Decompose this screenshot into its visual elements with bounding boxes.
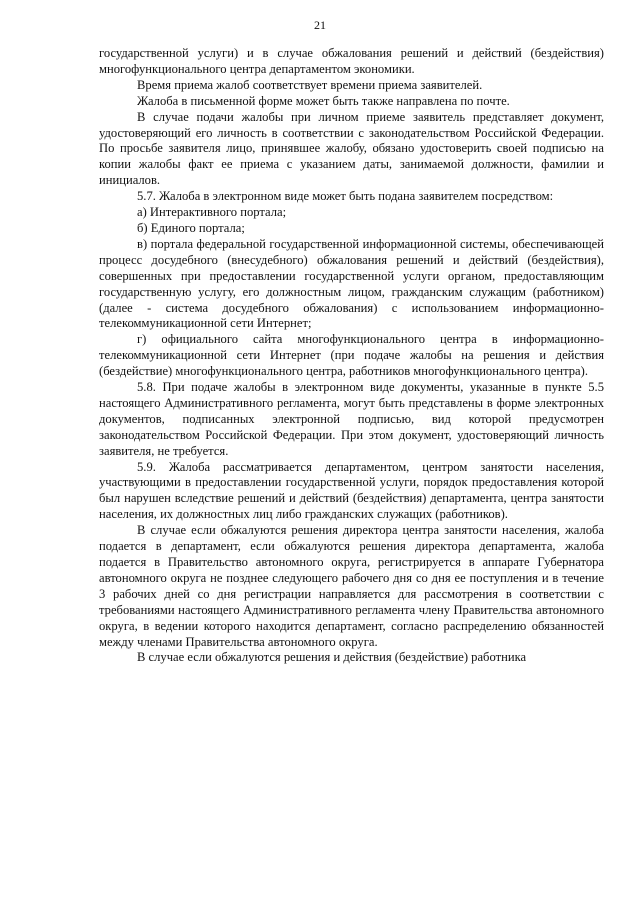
paragraph: Жалоба в письменной форме может быть также направлена по почте. bbox=[137, 93, 510, 108]
section-5-7-paragraph: 5.7. Жалоба в электронном виде может быть подана заявителем посредством: bbox=[137, 189, 554, 204]
document-body bbox=[99, 46, 604, 666]
list-item-g: г) официального сайта многофункционального центра в информационно-телекоммуникационной сети Интернет (при подаче жалобы на решения и действия (бездействие) многофункционального центра, работников многофункционального центра). bbox=[99, 332, 604, 379]
paragraph: государственной услуги) и в случае обжалования решений и действий (бездействия) многофункционального центра департаментом экономики. bbox=[99, 46, 604, 76]
list-item-v: в) портала федеральной государственной информационной системы, обеспечивающей процесс досудебного (внесудебного) обжалования решений и действий (бездействия), совершенных при предоставлении государственной услуги органом, предоставляющим государственную услугу, его должностным лицом, гражданским служащим (работником) (далее - система досудебного обжалования) с использованием информационно-телекоммуникационной сети Интернет; bbox=[99, 236, 604, 331]
paragraph: Время приема жалоб соответствует времени приема заявителей. bbox=[137, 77, 483, 92]
paragraph: В случае подачи жалобы при личном приеме заявитель представляет документ, удостоверяющий его личность в соответствии с законодательством Российской Федерации. По просьбе заявителя лицо, принявшее жалобу, обязано удостоверить своей подписью на копии жалобы факт ее приема с указанием даты, занимаемой должности, фамилии и инициалов. bbox=[99, 109, 604, 188]
paragraph: В случае если обжалуются решения директора центра занятости населения, жалоба подается в департамент, если обжалуются решения директора департамента, жалоба подается в Правительство автономного округа, регистрируется в аппарате Губернатора автономного округа не позднее следующего рабочего дня со дня ее поступления и в течение 3 рабочих дней со дня регистрации направляется для рассмотрения в соответствии с требованиями настоящего Административного регламента члену Правительства автономного округа, в ведении которого находится департамент, согласно распределению обязанностей между членами Правительства автономного округа. bbox=[99, 523, 604, 649]
list-item-b: б) Единого портала; bbox=[137, 220, 245, 235]
list-item-a: а) Интерактивного портала; bbox=[137, 205, 287, 220]
section-5-9-paragraph: 5.9. Жалоба рассматривается департаментом, центром занятости населения, участвующими в предоставлении государственной услуги, порядок предоставления которой был нарушен вследствие решений и действий (бездействия) департамента, центра занятости населения, их должностных лиц либо гражданских служащих (работников). bbox=[99, 459, 604, 522]
page-number: 21 bbox=[314, 18, 326, 32]
paragraph: В случае если обжалуются решения и действия (бездействие) работника bbox=[137, 650, 527, 665]
section-5-8-paragraph: 5.8. При подаче жалобы в электронном виде документы, указанные в пункте 5.5 настоящего Административного регламента, могут быть представлены в форме электронных документов, подписанных электронной подписью, вид которой предусмотрен законодательством Российской Федерации. При этом документ, удостоверяющий личность заявителя, не требуется. bbox=[99, 380, 604, 458]
